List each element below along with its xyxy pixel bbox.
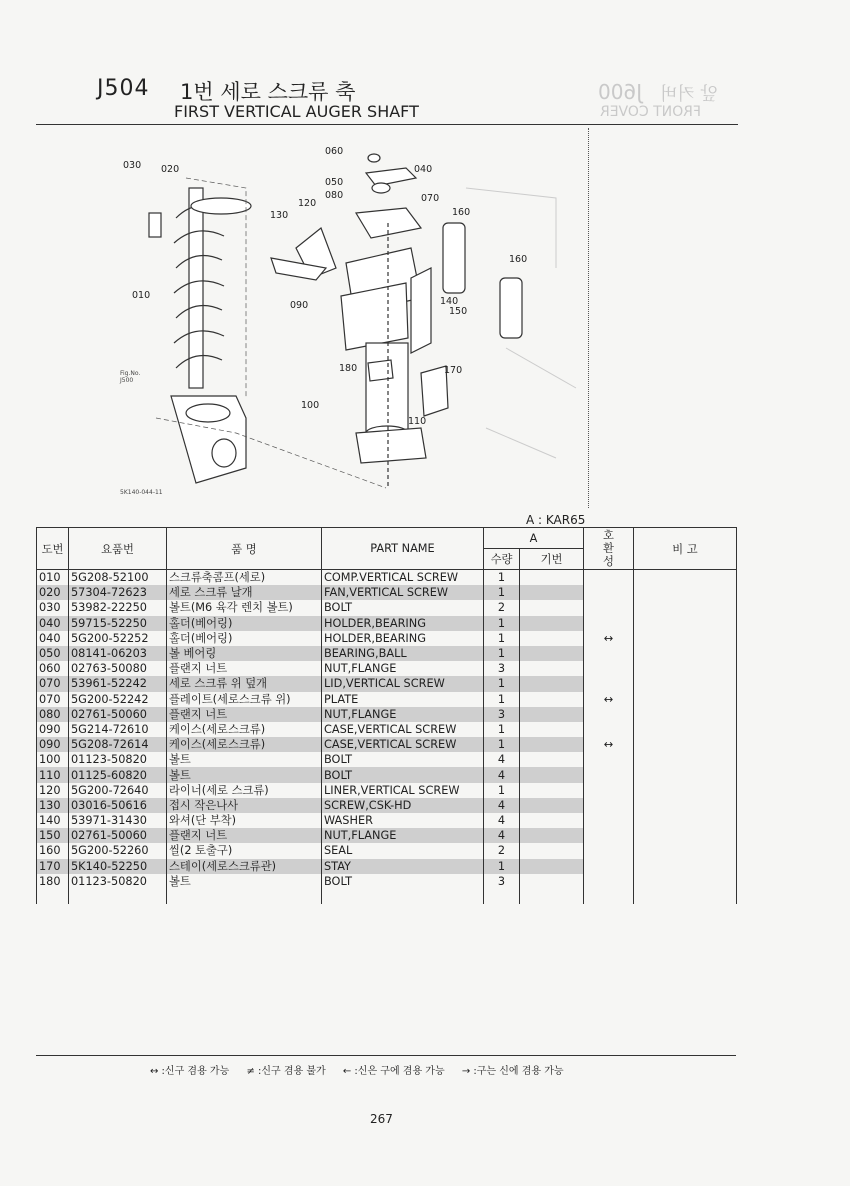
quantity-cell: 1 xyxy=(484,631,520,646)
ghost-header-en: FRONT COVER xyxy=(600,104,701,120)
ref-no-cell: 100 xyxy=(37,752,69,767)
part-number-cell: 5K140-52250 xyxy=(69,859,167,874)
quantity-cell: 1 xyxy=(484,783,520,798)
part-number-cell: 53982-22250 xyxy=(69,600,167,615)
compat-legend xyxy=(150,1062,578,1077)
table-row xyxy=(37,859,737,874)
auger-screw-drawing xyxy=(149,188,251,483)
filler-cell xyxy=(520,889,584,904)
col-header-base: 기번 xyxy=(520,549,584,570)
compat-cell xyxy=(584,843,634,858)
base-cell xyxy=(520,874,584,889)
base-cell xyxy=(520,646,584,661)
remarks-cell xyxy=(634,874,737,889)
compat-cell xyxy=(584,676,634,691)
part-number-cell: 03016-50616 xyxy=(69,798,167,813)
part-name-cell: COMP.VERTICAL SCREW xyxy=(322,570,484,586)
base-cell xyxy=(520,616,584,631)
korean-name-cell: 볼트 xyxy=(167,767,322,782)
ref-no-cell: 080 xyxy=(37,707,69,722)
ref-no-cell: 060 xyxy=(37,661,69,676)
compat-cell xyxy=(584,600,634,615)
filler-cell xyxy=(37,889,69,904)
part-number-cell: 53961-52242 xyxy=(69,676,167,691)
table-row xyxy=(37,874,737,889)
base-cell xyxy=(520,631,584,646)
base-cell xyxy=(520,585,584,600)
part-name-cell: FAN,VERTICAL SCREW xyxy=(322,585,484,600)
remarks-cell xyxy=(634,661,737,676)
table-row xyxy=(37,737,737,752)
base-cell xyxy=(520,570,584,586)
table-row xyxy=(37,767,737,782)
compat-cell xyxy=(584,722,634,737)
table-row xyxy=(37,616,737,631)
base-cell xyxy=(520,767,584,782)
legend-item: ≠ :신구 겸용 불가 xyxy=(246,1066,326,1077)
svg-text:100: 100 xyxy=(301,400,320,411)
quantity-cell: 1 xyxy=(484,676,520,691)
quantity-cell: 1 xyxy=(484,737,520,752)
ref-no-cell: 120 xyxy=(37,783,69,798)
table-row xyxy=(37,783,737,798)
korean-name-cell: 와셔(단 부착) xyxy=(167,813,322,828)
exploded-parts-diagram xyxy=(36,128,596,508)
quantity-cell: 1 xyxy=(484,585,520,600)
quantity-cell: 1 xyxy=(484,722,520,737)
remarks-cell xyxy=(634,570,737,586)
part-number-cell: 02763-50080 xyxy=(69,661,167,676)
part-name-cell: STAY xyxy=(322,859,484,874)
korean-name-cell: 케이스(세로스크류) xyxy=(167,737,322,752)
ref-no-cell: 090 xyxy=(37,722,69,737)
remarks-cell xyxy=(634,600,737,615)
svg-text:010: 010 xyxy=(132,290,151,301)
part-name-cell: BOLT xyxy=(322,767,484,782)
table-filler-row xyxy=(37,889,737,904)
svg-text:170: 170 xyxy=(444,365,463,376)
part-number-cell: 5G214-72610 xyxy=(69,722,167,737)
svg-text:040: 040 xyxy=(414,164,433,175)
base-cell xyxy=(520,798,584,813)
korean-name-cell: 세로 스크류 날개 xyxy=(167,585,322,600)
ref-no-cell: 110 xyxy=(37,767,69,782)
base-cell xyxy=(520,859,584,874)
base-cell xyxy=(520,676,584,691)
ref-no-cell: 030 xyxy=(37,600,69,615)
compat-cell xyxy=(584,767,634,782)
table-row xyxy=(37,631,737,646)
header-rule xyxy=(36,124,738,125)
table-row xyxy=(37,585,737,600)
part-number-cell: 57304-72623 xyxy=(69,585,167,600)
ref-no-cell: 140 xyxy=(37,813,69,828)
part-number-cell: 53971-31430 xyxy=(69,813,167,828)
quantity-cell: 4 xyxy=(484,798,520,813)
ref-no-cell: 070 xyxy=(37,676,69,691)
compat-cell xyxy=(584,874,634,889)
col-header-remarks: 비 고 xyxy=(634,528,737,570)
parts-table xyxy=(36,527,737,904)
compat-cell xyxy=(584,859,634,874)
base-cell xyxy=(520,692,584,707)
col-header-part-no: 요품번 xyxy=(69,528,167,570)
quantity-cell: 4 xyxy=(484,813,520,828)
ghost-header-code: J600 xyxy=(598,80,643,104)
part-number-cell: 5G208-72614 xyxy=(69,737,167,752)
part-number-cell: 5G200-52260 xyxy=(69,843,167,858)
legend-item: ← :신은 구에 겸용 가능 xyxy=(342,1066,445,1077)
base-cell xyxy=(520,828,584,843)
ref-no-cell: 010 xyxy=(37,570,69,586)
ref-no-cell: 150 xyxy=(37,828,69,843)
remarks-cell xyxy=(634,676,737,691)
korean-name-cell: 플랜지 너트 xyxy=(167,661,322,676)
footer-rule xyxy=(36,1055,736,1056)
base-cell xyxy=(520,707,584,722)
ref-no-cell: 070 xyxy=(37,692,69,707)
part-name-cell: BOLT xyxy=(322,874,484,889)
table-row xyxy=(37,600,737,615)
svg-text:020: 020 xyxy=(161,164,180,175)
remarks-cell xyxy=(634,631,737,646)
remarks-cell xyxy=(634,798,737,813)
korean-name-cell: 홀더(베어링) xyxy=(167,631,322,646)
svg-text:080: 080 xyxy=(325,190,344,201)
compat-cell xyxy=(584,813,634,828)
ref-no-cell: 180 xyxy=(37,874,69,889)
part-number-cell: 08141-06203 xyxy=(69,646,167,661)
ref-no-cell: 050 xyxy=(37,646,69,661)
compat-cell xyxy=(584,570,634,586)
remarks-cell xyxy=(634,828,737,843)
remarks-cell xyxy=(634,585,737,600)
part-name-cell: SCREW,CSK-HD xyxy=(322,798,484,813)
korean-name-cell: 볼트 xyxy=(167,874,322,889)
compat-cell xyxy=(584,752,634,767)
part-name-cell: HOLDER,BEARING xyxy=(322,616,484,631)
part-number-cell: 01123-50820 xyxy=(69,874,167,889)
ref-no-cell: 040 xyxy=(37,616,69,631)
section-title-english: FIRST VERTICAL AUGER SHAFT xyxy=(174,102,419,121)
remarks-cell xyxy=(634,813,737,828)
col-header-name-kr: 품 명 xyxy=(167,528,322,570)
svg-text:140: 140 xyxy=(440,296,459,307)
part-name-cell: NUT,FLANGE xyxy=(322,661,484,676)
base-cell xyxy=(520,783,584,798)
korean-name-cell: 플랜지 너트 xyxy=(167,828,322,843)
remarks-cell xyxy=(634,692,737,707)
korean-name-cell: 스테이(세로스크류관) xyxy=(167,859,322,874)
korean-name-cell: 볼트(M6 육각 렌치 볼트) xyxy=(167,600,322,615)
ref-no-cell: 040 xyxy=(37,631,69,646)
remarks-cell xyxy=(634,737,737,752)
svg-text:160: 160 xyxy=(452,207,471,218)
base-cell xyxy=(520,737,584,752)
remarks-cell xyxy=(634,752,737,767)
filler-cell xyxy=(484,889,520,904)
col-header-compat: 호환성 xyxy=(584,528,634,570)
compat-cell: ↔ xyxy=(584,737,634,752)
svg-text:030: 030 xyxy=(123,160,142,171)
remarks-cell xyxy=(634,722,737,737)
quantity-cell: 1 xyxy=(484,616,520,631)
compat-cell xyxy=(584,585,634,600)
quantity-cell: 4 xyxy=(484,828,520,843)
part-name-cell: BEARING,BALL xyxy=(322,646,484,661)
quantity-cell: 4 xyxy=(484,752,520,767)
ghost-header-title: 앞 커버 xyxy=(660,84,718,105)
korean-name-cell: 케이스(세로스크류) xyxy=(167,722,322,737)
col-header-group-a: A xyxy=(484,528,584,549)
filler-cell xyxy=(584,889,634,904)
col-header-no: 도번 xyxy=(37,528,69,570)
part-name-cell: WASHER xyxy=(322,813,484,828)
ref-no-cell: 090 xyxy=(37,737,69,752)
korean-name-cell: 세로 스크류 위 덮개 xyxy=(167,676,322,691)
table-row xyxy=(37,828,737,843)
filler-cell xyxy=(69,889,167,904)
part-number-cell: 5G200-52252 xyxy=(69,631,167,646)
svg-text:070: 070 xyxy=(421,193,440,204)
fig-reference: Fig.No. J500 xyxy=(120,370,141,384)
part-name-cell: LID,VERTICAL SCREW xyxy=(322,676,484,691)
table-row xyxy=(37,813,737,828)
table-row xyxy=(37,692,737,707)
korean-name-cell: 플레이트(세로스크류 위) xyxy=(167,692,322,707)
svg-text:160: 160 xyxy=(509,254,528,265)
table-row xyxy=(37,798,737,813)
part-number-cell: 02761-50060 xyxy=(69,828,167,843)
compat-cell xyxy=(584,828,634,843)
compat-cell: ↔ xyxy=(584,692,634,707)
drawing-number: 5K140-044-11 xyxy=(120,489,163,496)
korean-name-cell: 라이너(세로 스크류) xyxy=(167,783,322,798)
remarks-cell xyxy=(634,707,737,722)
compat-cell xyxy=(584,798,634,813)
compat-cell xyxy=(584,616,634,631)
col-header-name-en: PART NAME xyxy=(322,528,484,570)
svg-text:110: 110 xyxy=(408,416,427,427)
part-name-cell: BOLT xyxy=(322,752,484,767)
base-cell xyxy=(520,722,584,737)
quantity-cell: 2 xyxy=(484,600,520,615)
parts-table-body xyxy=(37,570,737,905)
quantity-cell: 3 xyxy=(484,874,520,889)
korean-name-cell: 플랜지 너트 xyxy=(167,707,322,722)
quantity-cell: 1 xyxy=(484,859,520,874)
part-name-cell: PLATE xyxy=(322,692,484,707)
table-row xyxy=(37,646,737,661)
svg-text:060: 060 xyxy=(325,146,344,157)
legend-item: → :구는 신에 겸용 가능 xyxy=(461,1066,564,1077)
korean-name-cell: 볼트 xyxy=(167,752,322,767)
table-row xyxy=(37,843,737,858)
page-number: 267 xyxy=(370,1112,393,1126)
part-number-cell: 01125-60820 xyxy=(69,767,167,782)
quantity-cell: 1 xyxy=(484,692,520,707)
part-name-cell: HOLDER,BEARING xyxy=(322,631,484,646)
part-number-cell: 5G200-72640 xyxy=(69,783,167,798)
part-name-cell: NUT,FLANGE xyxy=(322,707,484,722)
quantity-cell: 1 xyxy=(484,570,520,586)
svg-text:180: 180 xyxy=(339,363,358,374)
part-name-cell: CASE,VERTICAL SCREW xyxy=(322,722,484,737)
korean-name-cell: 접시 작은나사 xyxy=(167,798,322,813)
part-number-cell: 5G208-52100 xyxy=(69,570,167,586)
korean-name-cell: 씰(2 토출구) xyxy=(167,843,322,858)
quantity-cell: 3 xyxy=(484,707,520,722)
remarks-cell xyxy=(634,767,737,782)
table-row xyxy=(37,752,737,767)
korean-name-cell: 스크류축콤프(세로) xyxy=(167,570,322,586)
compat-cell: ↔ xyxy=(584,631,634,646)
table-row xyxy=(37,722,737,737)
part-name-cell: BOLT xyxy=(322,600,484,615)
part-number-cell: 59715-52250 xyxy=(69,616,167,631)
table-row xyxy=(37,661,737,676)
filler-cell xyxy=(322,889,484,904)
quantity-cell: 2 xyxy=(484,843,520,858)
part-number-cell: 01123-50820 xyxy=(69,752,167,767)
section-title-korean: 1번 세로 스크류 축 xyxy=(180,80,356,104)
remarks-cell xyxy=(634,843,737,858)
svg-text:130: 130 xyxy=(270,210,289,221)
base-cell xyxy=(520,813,584,828)
part-number-cell: 02761-50060 xyxy=(69,707,167,722)
table-row xyxy=(37,707,737,722)
base-cell xyxy=(520,752,584,767)
korean-name-cell: 볼 베어링 xyxy=(167,646,322,661)
remarks-cell xyxy=(634,783,737,798)
ref-no-cell: 170 xyxy=(37,859,69,874)
remarks-cell xyxy=(634,859,737,874)
ref-no-cell: 130 xyxy=(37,798,69,813)
ref-no-cell: 020 xyxy=(37,585,69,600)
quantity-cell: 4 xyxy=(484,767,520,782)
quantity-cell: 3 xyxy=(484,661,520,676)
svg-text:050: 050 xyxy=(325,177,344,188)
part-number-cell: 5G200-52242 xyxy=(69,692,167,707)
base-cell xyxy=(520,600,584,615)
svg-text:120: 120 xyxy=(298,198,317,209)
remarks-cell xyxy=(634,646,737,661)
compat-cell xyxy=(584,646,634,661)
compat-cell xyxy=(584,783,634,798)
ref-no-cell: 160 xyxy=(37,843,69,858)
legend-item: ↔ :신구 겸용 가능 xyxy=(150,1066,230,1077)
model-label: A : KAR65 xyxy=(526,513,586,527)
filler-cell xyxy=(167,889,322,904)
remarks-cell xyxy=(634,616,737,631)
base-cell xyxy=(520,661,584,676)
table-row xyxy=(37,570,737,586)
svg-text:090: 090 xyxy=(290,300,309,311)
part-name-cell: SEAL xyxy=(322,843,484,858)
filler-cell xyxy=(634,889,737,904)
quantity-cell: 1 xyxy=(484,646,520,661)
section-code: J504 xyxy=(97,76,150,101)
compat-cell xyxy=(584,661,634,676)
korean-name-cell: 홀더(베어링) xyxy=(167,616,322,631)
part-name-cell: CASE,VERTICAL SCREW xyxy=(322,737,484,752)
svg-text:150: 150 xyxy=(449,306,468,317)
table-row xyxy=(37,676,737,691)
part-name-cell: LINER,VERTICAL SCREW xyxy=(322,783,484,798)
part-name-cell: NUT,FLANGE xyxy=(322,828,484,843)
col-header-qty: 수량 xyxy=(484,549,520,570)
compat-cell xyxy=(584,707,634,722)
base-cell xyxy=(520,843,584,858)
